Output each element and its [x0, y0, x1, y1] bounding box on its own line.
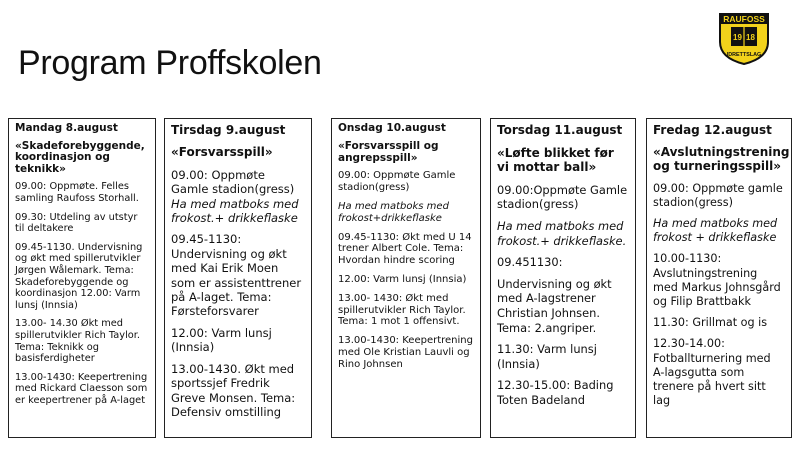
schedule-line: 13.00-1430: Keepertrening med Rickard Claesson som er keepertrener på A-laget: [15, 371, 148, 406]
club-logo: [718, 12, 770, 66]
logo-name: RAUFOSS: [723, 14, 765, 24]
day-theme: «Avslutningstrening og turneringsspill»: [653, 145, 790, 174]
schedule-line: 09.00: Oppmøte. Felles samling Raufoss Storhall.: [15, 181, 139, 204]
packing-note: Ha med matboks med frokost.+ drikkeflaske: [171, 196, 299, 226]
packing-note: Ha med matboks med frokost+drikkeflaske: [338, 200, 449, 224]
schedule-line: 10.00-1130: Avslutningstrening med Markus Johnsgård og Filip Brattbakk: [653, 252, 781, 309]
schedule-line: 12.30-15.00: Bading Toten Badeland: [497, 378, 614, 407]
day-column-wednesday: [331, 118, 481, 438]
schedule-line: 09.45-1130: Økt med U 14 trener Albert Cole. Tema: Hvordan hindre scoring: [338, 231, 472, 267]
day-date: Torsdag 11.august: [497, 123, 623, 137]
schedule-line: 13.00-1430: Keepertrening med Ole Kristian Lauvli og Rino Johnsen: [338, 335, 473, 370]
day-column-thursday: [490, 118, 636, 438]
schedule-line: 09.45-1130. Undervisning og økt med spillerutvikler Jørgen Wålemark. Tema: Skadeforebyggende og koordinasjon 12.00: Varm lunsj (Innsia): [15, 241, 143, 311]
packing-note: Ha med matboks med frokost.+ drikkeflaske.: [497, 218, 627, 248]
schedule-line: 09.00: Oppmøte Gamle stadion(gress): [338, 170, 456, 194]
day-theme: «Forsvarsspill»: [171, 145, 273, 160]
day-date: Fredag 12.august: [653, 123, 772, 137]
schedule-line: 09.451130:: [497, 255, 563, 270]
schedule-line: Undervisning og økt med A-lagstrener Christian Johnsen. Tema: 2.angriper.: [497, 276, 612, 335]
day-date: Onsdag 10.august: [338, 122, 446, 134]
packing-note: Ha med matboks med frokost + drikkeflaske: [653, 217, 778, 245]
day-column-tuesday: [164, 118, 312, 438]
schedule-line: 13.00-1430. Økt med sportssjef Fredrik Greve Monsen. Tema: Defensiv omstilling: [171, 361, 296, 419]
schedule-line: 11.30: Grillmat og is: [653, 316, 768, 330]
schedule-line: 09.00: Oppmøte gamle stadion(gress): [653, 181, 783, 209]
day-date: Tirsdag 9.august: [171, 123, 286, 137]
logo-year-left: 19: [733, 33, 742, 42]
meeting-time: 09.00: Oppmøte Gamle stadion(gress): [171, 167, 295, 197]
day-column-friday: [646, 118, 792, 438]
day-column-monday: [8, 118, 156, 438]
day-theme: «Forsvarsspill og angrepsspill»: [338, 139, 439, 164]
logo-year-right: 18: [746, 33, 755, 42]
schedule-line: 09.45-1130: Undervisning og økt med Kai Erik Moen som er assistenttrener på A-laget. Tema: Førsteforsvarer: [171, 232, 302, 319]
schedule-line: 12.30-14.00: Fotballturnering med A-lagsgutta som trenere på hvert sitt lag: [653, 337, 771, 408]
schedule-line: 09.00:Oppmøte Gamle stadion(gress): [497, 182, 628, 212]
schedule-line: 13.00- 1430: Økt med spillerutvikler Rich Taylor. Tema: 1 mot 1 offensivt.: [338, 292, 466, 328]
schedule-line: 12.00: Varm lunsj (Innsia): [171, 325, 272, 355]
day-date: Mandag 8.august: [15, 122, 118, 134]
logo-side-text: IDRETTSLAG: [726, 52, 762, 58]
schedule-line: 13.00- 14.30 Økt med spillerutvikler Rich Taylor. Tema: Teknikk og basisferdigheter: [15, 318, 141, 365]
schedule-line: 12.00: Varm lunsj (Innsia): [338, 273, 467, 285]
page-title: Program Proffskolen: [18, 44, 322, 82]
day-theme: «Skadeforebyggende, koordinasjon og teknikk»: [15, 139, 145, 175]
day-theme: «Løfte blikket før vi mottar ball»: [497, 145, 614, 175]
schedule-line: 09.30: Utdeling av utstyr til deltakere: [15, 211, 138, 235]
schedule-line: [171, 168, 305, 226]
schedule-line: 11.30: Varm lunsj (Innsia): [497, 342, 597, 371]
